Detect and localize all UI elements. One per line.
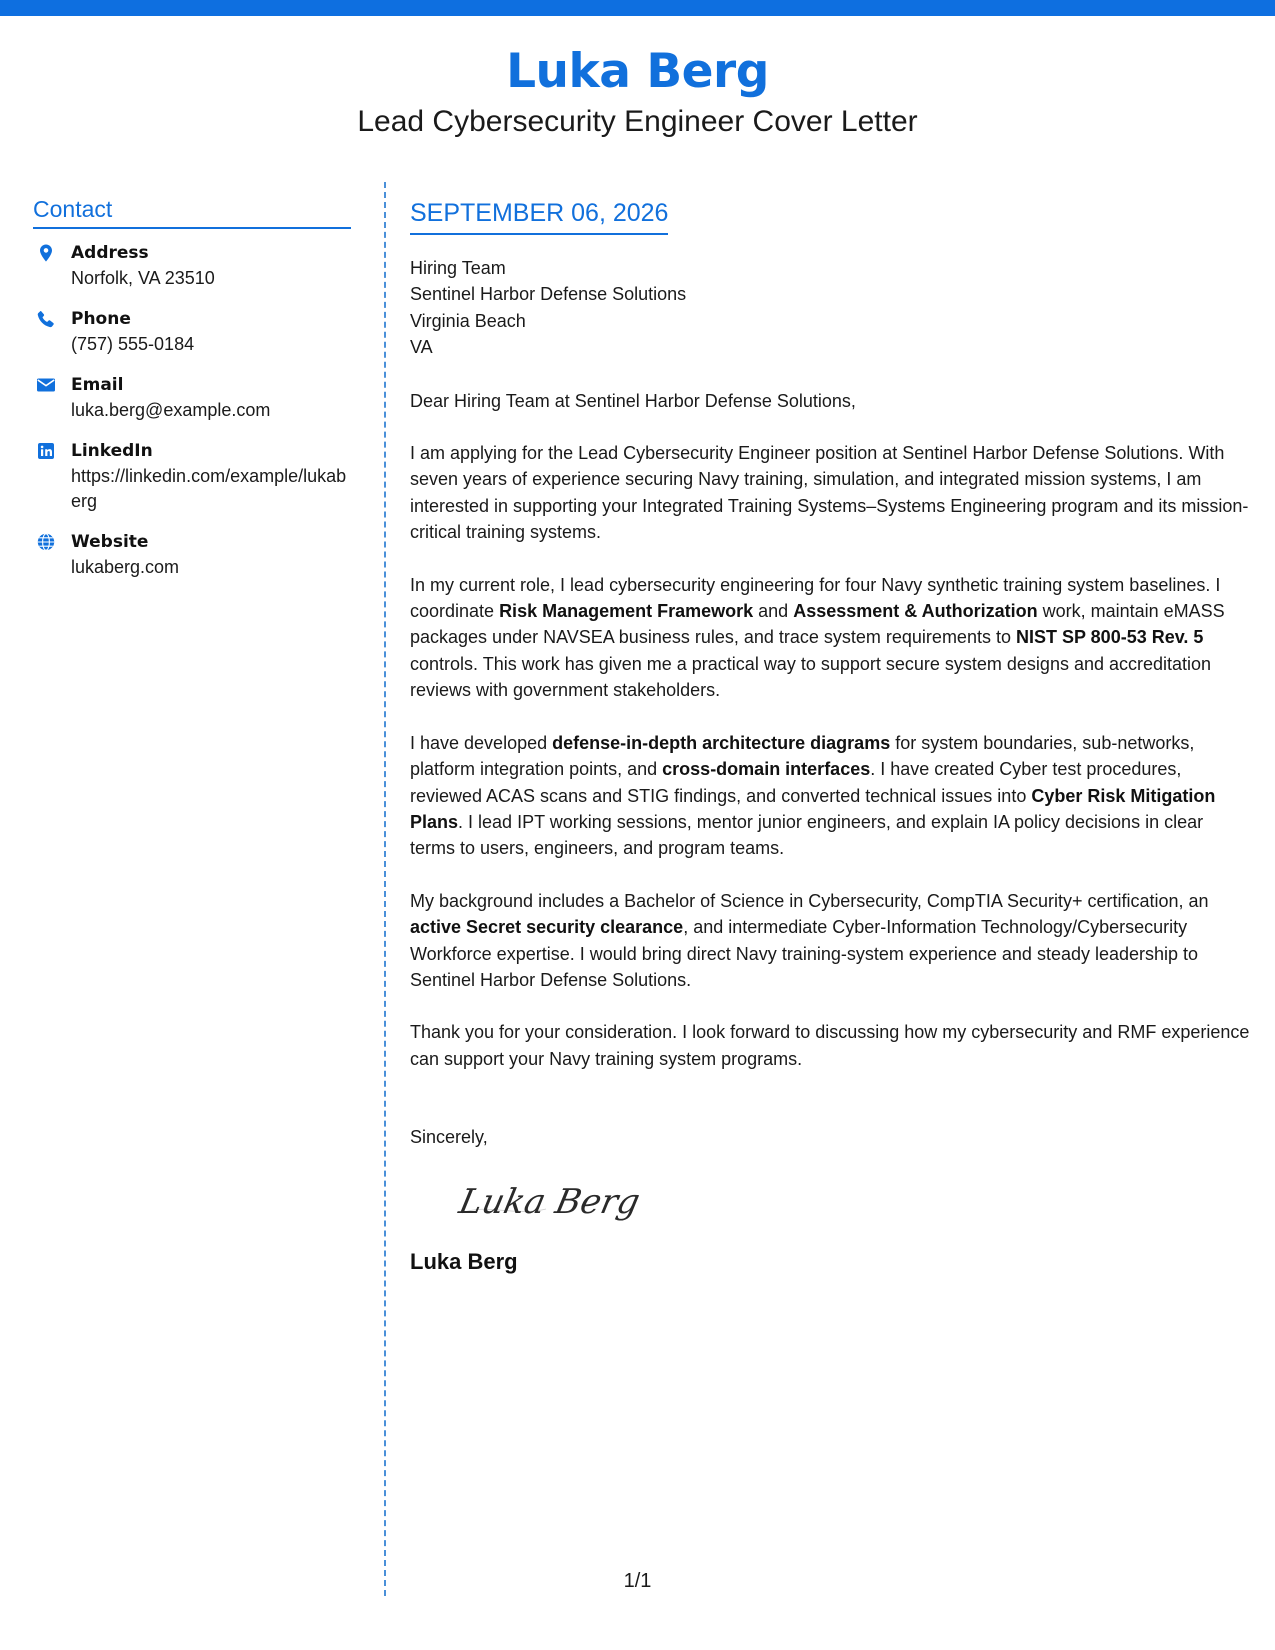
contact-sidebar [33, 194, 351, 596]
phone-icon [36, 309, 56, 329]
signature-text: Luka Berg [456, 1181, 644, 1222]
address-label: Address [71, 243, 149, 263]
bold-phrase: NIST SP 800-53 Rev. 5 [1015, 627, 1204, 648]
signer-name: Luka Berg [410, 1248, 518, 1274]
paragraph-closing: Thank you for your consideration. I look forward to discussing how my cybersecurity and RMF experience can support your Navy training system programs. [410, 1022, 1250, 1069]
salutation: Dear Hiring Team at Sentinel Harbor Defense Solutions, [410, 390, 856, 411]
recipient-state: VA [410, 337, 433, 358]
handwritten-signature [456, 1173, 1250, 1229]
bold-phrase: Cyber Risk Mitigation Plans [410, 785, 1216, 832]
website-label: Website [71, 532, 149, 552]
contact-address [33, 241, 351, 291]
linkedin-icon [36, 441, 56, 461]
contact-website [33, 530, 351, 580]
globe-icon [36, 532, 56, 552]
bold-phrase: active Secret security clearance [410, 917, 684, 938]
phone-label: Phone [71, 309, 131, 329]
paragraph-background [410, 888, 1250, 994]
letter-body [410, 196, 1250, 1277]
location-pin-icon [36, 243, 56, 263]
column-divider [384, 182, 386, 1596]
linkedin-value[interactable]: https://linkedin.com/example/lukaberg [71, 466, 347, 511]
letter-date: SEPTEMBER 06, 2026 [410, 196, 668, 235]
text-span: for system boundaries, sub-networks, platform integration points, and [410, 732, 1195, 780]
envelope-icon [36, 375, 56, 395]
contact-heading: Contact [33, 194, 351, 229]
signature-graphic [456, 1173, 676, 1229]
recipient-block [410, 255, 1250, 361]
linkedin-label: LinkedIn [71, 441, 153, 461]
text-span: and [753, 601, 794, 622]
header [0, 42, 1275, 142]
text-span: . I have created Cyber test procedures, reviewed ACAS scans and STIG findings, and converted technical issues into [410, 759, 1182, 806]
website-value[interactable]: lukaberg.com [71, 557, 180, 577]
text-span: controls. This work has given me a practical way to support secure system designs and accreditation reviews with government stakeholders. [410, 653, 1212, 701]
phone-value: (757) 555-0184 [71, 334, 195, 354]
email-label: Email [71, 375, 124, 395]
contact-linkedin [33, 439, 351, 514]
bold-phrase: defense-in-depth architecture diagrams [552, 732, 891, 753]
recipient-line: Hiring Team [410, 258, 506, 278]
recipient-city: Virginia Beach [410, 310, 526, 331]
paragraph-current-role [410, 572, 1250, 704]
text-span: work, maintain eMASS packages under NAVSEA business rules, and trace system requirements to [410, 601, 1225, 648]
text-span: , and intermediate Cyber-Information Technology/Cybersecurity Workforce expertise. I would bring direct Navy training-system experience and steady leadership to Sentinel Harbor Defense Solutions. [410, 917, 1199, 990]
bold-phrase: Risk Management Framework [499, 601, 754, 622]
contact-phone [33, 307, 351, 357]
paragraph-intro: I am applying for the Lead Cybersecurity Engineer position at Sentinel Harbor Defense Solutions. With seven years of experience securing Navy training, simulation, and integrated mission systems, I am interested in supporting your Integrated Training Systems–Systems Engineering program and its mission-critical training systems. [410, 443, 1249, 543]
top-accent-bar [0, 0, 1275, 16]
closing: Sincerely, [410, 1127, 488, 1148]
text-span: My background includes a Bachelor of Science in Cybersecurity, CompTIA Security+ certification, an [410, 890, 1209, 911]
contact-email [33, 373, 351, 423]
email-value: luka.berg@example.com [71, 400, 271, 420]
text-span: . I lead IPT working sessions, mentor junior engineers, and explain IA policy decisions in clear terms to users, engineers, and program teams. [410, 811, 1204, 859]
text-span: In my current role, I lead cybersecurity engineering for four Navy synthetic training system baselines. I coordinate [410, 574, 1221, 622]
bold-phrase: Assessment & Authorization [793, 601, 1038, 622]
address-value: Norfolk, VA 23510 [71, 268, 215, 288]
page-number: 1/1 [623, 1570, 652, 1592]
recipient-company: Sentinel Harbor Defense Solutions [410, 284, 687, 305]
bold-phrase: cross-domain interfaces [662, 759, 871, 780]
document-title: Lead Cybersecurity Engineer Cover Letter [357, 105, 918, 138]
candidate-name: Luka Berg [506, 44, 769, 99]
text-span: I have developed [410, 732, 553, 753]
paragraph-experience [410, 730, 1250, 862]
